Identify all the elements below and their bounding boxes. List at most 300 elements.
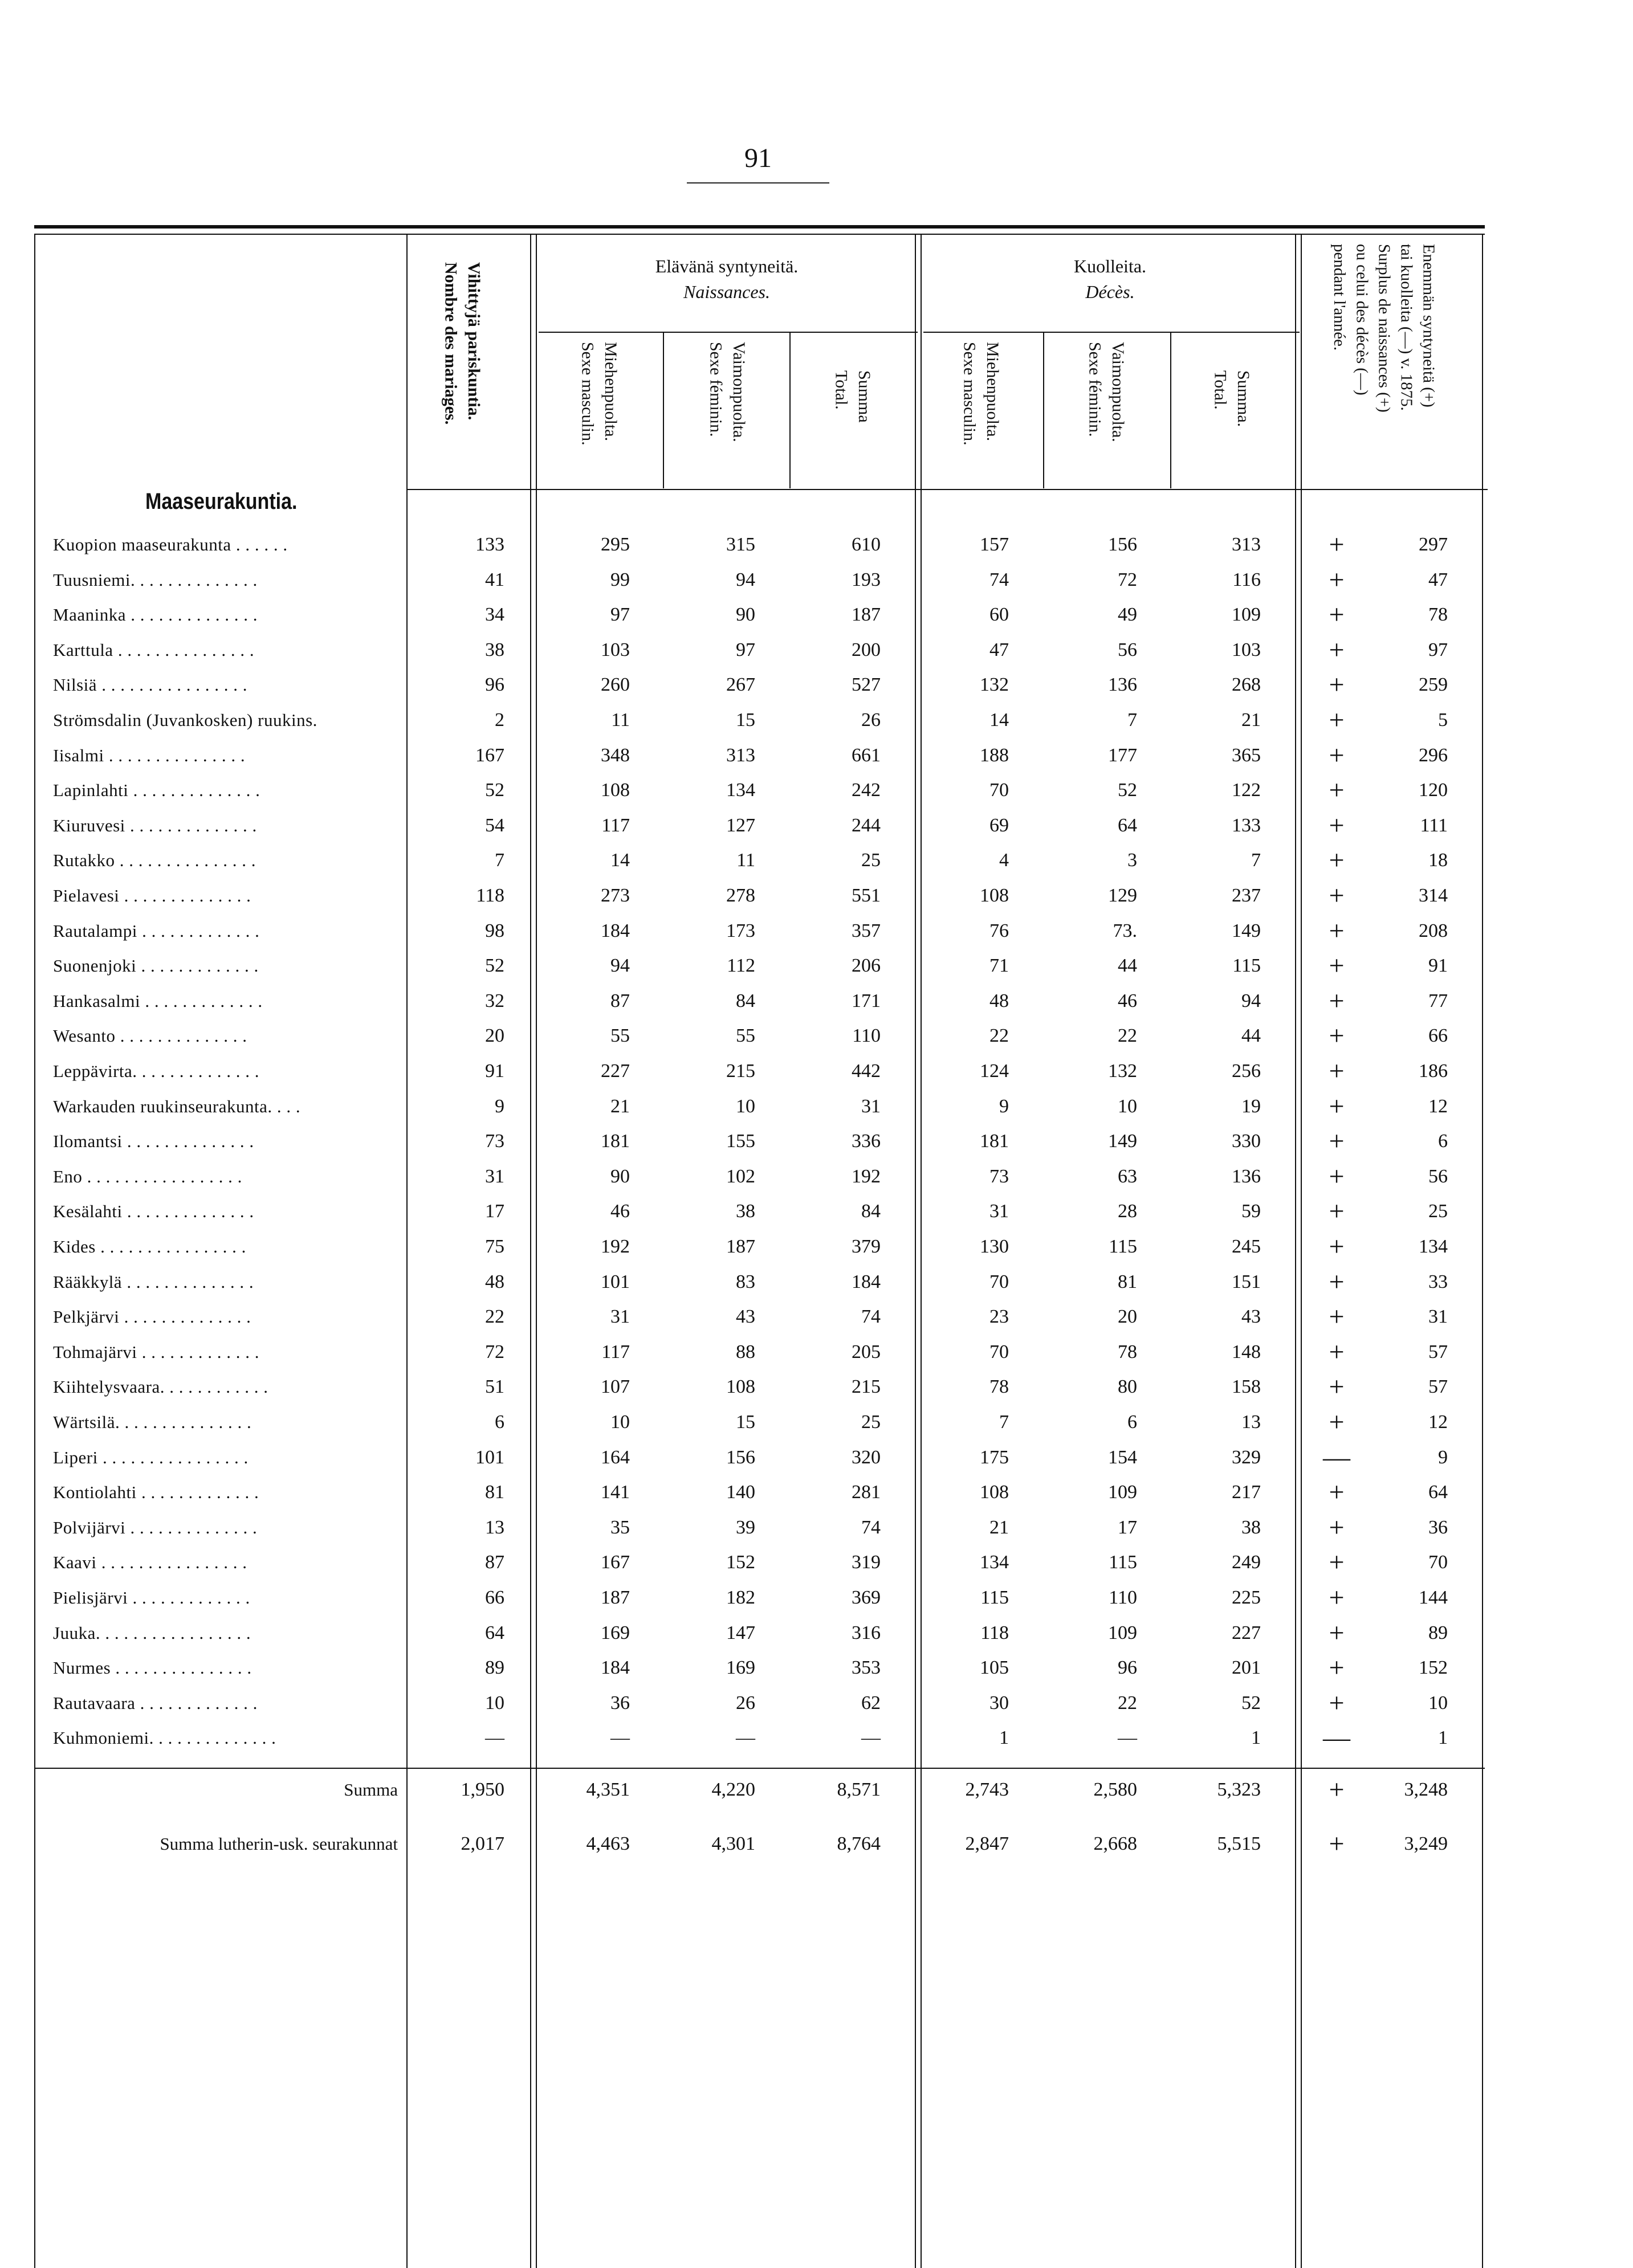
births-t-cell: 527 (852, 674, 881, 696)
marriages-cell: 2 (495, 709, 504, 731)
parish-name: Polvijärvi . . . . . . . . . . . . . . (53, 1517, 258, 1537)
parish-name: Kaavi . . . . . . . . . . . . . . . . (53, 1552, 247, 1573)
col-rule-7 (1170, 332, 1171, 488)
deaths-f-cell: 6 (1127, 1412, 1137, 1433)
births-t-cell: 8,764 (837, 1833, 881, 1854)
surplus-cell: 134 (1419, 1236, 1448, 1257)
surplus-cell: 47 (1428, 569, 1448, 590)
marriages-cell: 13 (485, 1516, 504, 1538)
surplus-cell: 12 (1428, 1095, 1448, 1117)
deaths-f-cell: 3 (1127, 850, 1137, 871)
parish-name: Kiihtelysvaara. . . . . . . . . . . . (53, 1377, 268, 1397)
total-row (0, 1772, 1633, 1807)
deaths-t-cell: 38 (1241, 1516, 1261, 1538)
parish-name: Liperi . . . . . . . . . . . . . . . . (53, 1447, 249, 1467)
deaths-f-cell: 177 (1108, 744, 1137, 766)
deaths-f-cell: 49 (1118, 604, 1137, 626)
total-row (0, 1826, 1633, 1861)
surplus-sign: + (1329, 985, 1345, 1016)
marriages-cell: 133 (475, 534, 504, 555)
marriages-cell: 2,017 (461, 1833, 504, 1854)
births-t-cell: 661 (852, 744, 881, 766)
births-t-cell: 357 (852, 920, 881, 941)
parish-name: Rautavaara . . . . . . . . . . . . . (53, 1692, 258, 1713)
births-total-header: Summa Total. (832, 370, 874, 423)
total-label: Summa lutherin-usk. seurakunnat (160, 1834, 398, 1854)
births-t-cell: 442 (852, 1060, 881, 1082)
deaths-f-cell: 63 (1118, 1165, 1137, 1187)
deaths-f-cell: — (1118, 1727, 1137, 1749)
deaths-t-cell: 237 (1232, 885, 1261, 906)
deaths-f-cell: 109 (1108, 1482, 1137, 1503)
births-t-cell: 316 (852, 1622, 881, 1643)
surplus-sign: + (1329, 1056, 1345, 1086)
deaths-m-cell: 21 (989, 1516, 1009, 1538)
births-f-cell: 152 (726, 1552, 755, 1573)
deaths-t-cell: 225 (1232, 1587, 1261, 1608)
births-m-cell: 55 (610, 1025, 630, 1047)
surplus-sign: + (1329, 1372, 1345, 1402)
table-row (0, 703, 1633, 737)
deaths-t-cell: 365 (1232, 744, 1261, 766)
table-row (0, 597, 1633, 632)
deaths-f-cell: 22 (1118, 1025, 1137, 1047)
deaths-f-cell: 132 (1108, 1060, 1137, 1082)
deaths-m-cell: 1 (999, 1727, 1009, 1749)
deaths-m-cell: 105 (980, 1657, 1009, 1679)
marriages-cell: 22 (485, 1306, 504, 1328)
births-f-cell: 169 (726, 1657, 755, 1679)
deaths-m-cell: 48 (989, 990, 1009, 1011)
marriages-cell: 98 (485, 920, 504, 941)
deaths-m-cell: 130 (980, 1236, 1009, 1257)
surplus-cell: 97 (1428, 639, 1448, 660)
surplus-cell: 3,248 (1404, 1779, 1448, 1800)
header-bottom-rule (408, 489, 1488, 490)
surplus-sign: — (1323, 1442, 1350, 1472)
parish-name: Tuusniemi. . . . . . . . . . . . . . (53, 569, 258, 590)
deaths-t-cell: 44 (1241, 1025, 1261, 1047)
parish-name: Lapinlahti . . . . . . . . . . . . . . (53, 780, 260, 801)
totals-rule (34, 1768, 1485, 1769)
table-row (0, 1229, 1633, 1264)
births-f-cell: 147 (726, 1622, 755, 1643)
deaths-t-cell: 330 (1232, 1131, 1261, 1152)
births-f-cell: 88 (736, 1341, 755, 1363)
deaths-f-cell: 156 (1108, 534, 1137, 555)
table-top-rule-thin (34, 234, 1485, 235)
deaths-t-cell: 133 (1232, 814, 1261, 836)
births-m-cell: 94 (610, 955, 630, 977)
births-t-cell: 74 (861, 1516, 881, 1538)
deaths-f-cell: 96 (1118, 1657, 1137, 1679)
deaths-t-cell: 5,323 (1217, 1779, 1261, 1800)
marriages-cell: 66 (485, 1587, 504, 1608)
deaths-m-cell: 124 (980, 1060, 1009, 1082)
parish-name: Ilomantsi . . . . . . . . . . . . . . (53, 1131, 254, 1152)
surplus-cell: 57 (1428, 1341, 1448, 1363)
births-group-rule (539, 332, 918, 333)
births-t-cell: 25 (861, 1412, 881, 1433)
deaths-f-cell: 52 (1118, 780, 1137, 801)
deaths-t-cell: 122 (1232, 780, 1261, 801)
deaths-f-cell: 80 (1118, 1376, 1137, 1398)
marriages-cell: 101 (475, 1446, 504, 1468)
marriages-cell: 81 (485, 1482, 504, 1503)
parish-name: Iisalmi . . . . . . . . . . . . . . . (53, 745, 246, 765)
births-m-cell: 103 (601, 639, 630, 660)
births-t-cell: 353 (852, 1657, 881, 1679)
births-m-cell: 192 (601, 1236, 630, 1257)
surplus-sign: + (1329, 1547, 1345, 1578)
surplus-cell: 111 (1420, 814, 1448, 836)
surplus-cell: 64 (1428, 1482, 1448, 1503)
births-f-cell: 15 (736, 1412, 755, 1433)
marriages-cell: 72 (485, 1341, 504, 1363)
surplus-sign: + (1329, 1126, 1345, 1157)
table-row (0, 1299, 1633, 1334)
births-group-header (536, 254, 918, 305)
deaths-m-cell: 7 (999, 1412, 1009, 1433)
table-row (0, 738, 1633, 773)
surplus-sign: + (1329, 1653, 1345, 1683)
births-f-cell: 4,220 (711, 1779, 755, 1800)
parish-name: Warkauden ruukinseurakunta. . . . (53, 1096, 301, 1116)
surplus-sign: + (1329, 1829, 1345, 1859)
marriages-cell: 20 (485, 1025, 504, 1047)
surplus-sign: + (1329, 705, 1345, 735)
births-m-cell: 184 (601, 920, 630, 941)
parish-name: Pielavesi . . . . . . . . . . . . . . (53, 886, 251, 905)
surplus-sign: + (1329, 1477, 1345, 1508)
births-t-cell: 31 (861, 1095, 881, 1117)
surplus-sign: + (1329, 1161, 1345, 1192)
parish-name: Wärtsilä. . . . . . . . . . . . . . . (53, 1412, 252, 1432)
surplus-cell: 296 (1419, 744, 1448, 766)
deaths-f-cell: 17 (1118, 1516, 1137, 1538)
births-f-cell: 313 (726, 744, 755, 766)
deaths-t-cell: 158 (1232, 1376, 1261, 1398)
parish-name: Kontiolahti . . . . . . . . . . . . . (53, 1482, 259, 1503)
marriages-cell: 52 (485, 780, 504, 801)
deaths-t-cell: 249 (1232, 1552, 1261, 1573)
deaths-m-cell: 70 (989, 1341, 1009, 1363)
table-row (0, 878, 1633, 913)
births-t-cell: 215 (852, 1376, 881, 1398)
table-row (0, 1369, 1633, 1404)
deaths-m-cell: 175 (980, 1446, 1009, 1468)
surplus-cell: 144 (1419, 1587, 1448, 1608)
births-male-header: Miehenpuolta. Sexe masculin. (578, 342, 620, 446)
surplus-sign: + (1329, 845, 1345, 876)
deaths-t-cell: 1 (1251, 1727, 1261, 1749)
births-t-cell: 281 (852, 1482, 881, 1503)
deaths-t-cell: 329 (1232, 1446, 1261, 1468)
parish-name: Nurmes . . . . . . . . . . . . . . . (53, 1658, 252, 1678)
surplus-sign: + (1329, 634, 1345, 665)
parish-name: Kesälahti . . . . . . . . . . . . . . (53, 1201, 254, 1222)
births-t-cell: 184 (852, 1271, 881, 1292)
marriages-cell: 91 (485, 1060, 504, 1082)
births-m-cell: 87 (610, 990, 630, 1011)
surplus-cell: 10 (1428, 1692, 1448, 1714)
deaths-t-cell: 7 (1251, 850, 1261, 871)
parish-name: Tohmajärvi . . . . . . . . . . . . . (53, 1341, 259, 1362)
deaths-f-cell: 28 (1118, 1201, 1137, 1222)
parish-name: Kuhmoniemi. . . . . . . . . . . . . . (53, 1728, 276, 1748)
table-row (0, 1440, 1633, 1475)
surplus-cell: 77 (1428, 990, 1448, 1011)
births-t-cell: 320 (852, 1446, 881, 1468)
births-f-cell: 43 (736, 1306, 755, 1328)
surplus-header: Enemmän syntyneitä (+) tai kuolleita (—) v. 1875. Surplus de naissances (+) ou celui des décès (—) pendant l'année. (1330, 244, 1438, 413)
parish-name: Kides . . . . . . . . . . . . . . . . (53, 1237, 246, 1257)
births-m-cell: 227 (601, 1060, 630, 1082)
births-m-cell: 184 (601, 1657, 630, 1679)
births-m-cell: 35 (610, 1516, 630, 1538)
deaths-m-cell: 188 (980, 744, 1009, 766)
births-m-cell: 295 (601, 534, 630, 555)
births-f-cell: 94 (736, 569, 755, 590)
births-m-cell: 21 (610, 1095, 630, 1117)
deaths-m-cell: 157 (980, 534, 1009, 555)
births-m-cell: 117 (601, 814, 630, 836)
births-t-cell: 110 (852, 1025, 881, 1047)
parish-name: Pielisjärvi . . . . . . . . . . . . . (53, 1588, 250, 1608)
surplus-cell: 89 (1428, 1622, 1448, 1643)
parish-name: Suonenjoki . . . . . . . . . . . . . (53, 956, 259, 976)
parish-name: Rutakko . . . . . . . . . . . . . . . (53, 850, 256, 871)
surplus-sign: + (1329, 1091, 1345, 1121)
deaths-m-cell: 134 (980, 1552, 1009, 1573)
table-row (0, 1264, 1633, 1299)
surplus-sign: + (1329, 740, 1345, 770)
deaths-m-cell: 23 (989, 1306, 1009, 1328)
table-row (0, 1580, 1633, 1615)
deaths-m-cell: 181 (980, 1131, 1009, 1152)
marriages-cell: 96 (485, 674, 504, 696)
surplus-sign: + (1329, 1775, 1345, 1805)
table-row (0, 1194, 1633, 1229)
parish-name: Nilsiä . . . . . . . . . . . . . . . . (53, 675, 248, 695)
parish-name: Kiuruvesi . . . . . . . . . . . . . . (53, 815, 257, 835)
table-row (0, 1405, 1633, 1439)
deaths-m-cell: 70 (989, 780, 1009, 801)
parish-name: Hankasalmi . . . . . . . . . . . . . (53, 990, 263, 1011)
births-t-cell: 244 (852, 814, 881, 836)
table-row (0, 1159, 1633, 1194)
surplus-sign: + (1329, 1231, 1345, 1262)
deaths-t-cell: 256 (1232, 1060, 1261, 1082)
surplus-sign: + (1329, 529, 1345, 560)
deaths-m-cell: 73 (989, 1165, 1009, 1187)
deaths-m-cell: 74 (989, 569, 1009, 590)
deaths-t-cell: 313 (1232, 534, 1261, 555)
marriages-cell: 17 (485, 1201, 504, 1222)
deaths-f-cell: 72 (1118, 569, 1137, 590)
deaths-m-cell: 70 (989, 1271, 1009, 1292)
surplus-cell: 9 (1438, 1446, 1448, 1468)
deaths-t-cell: 201 (1232, 1657, 1261, 1679)
deaths-f-cell: 2,580 (1093, 1779, 1137, 1800)
table-row (0, 808, 1633, 843)
deaths-f-cell: 20 (1118, 1306, 1137, 1328)
table-row (0, 527, 1633, 562)
deaths-t-cell: 59 (1241, 1201, 1261, 1222)
surplus-cell: 297 (1419, 534, 1448, 555)
births-f-cell: 187 (726, 1236, 755, 1257)
births-f-cell: 155 (726, 1131, 755, 1152)
deaths-f-cell: 22 (1118, 1692, 1137, 1714)
deaths-f-cell: 129 (1108, 885, 1137, 906)
deaths-male-header: Miehenpuolta. Sexe masculin. (960, 342, 1002, 446)
births-f-cell: 267 (726, 674, 755, 696)
surplus-sign: + (1329, 1266, 1345, 1297)
births-f-cell: 11 (736, 850, 755, 871)
deaths-t-cell: 217 (1232, 1482, 1261, 1503)
surplus-sign: + (1329, 599, 1345, 630)
births-m-cell: 11 (611, 709, 630, 731)
surplus-sign: + (1329, 775, 1345, 806)
births-m-cell: 4,463 (586, 1833, 630, 1854)
deaths-t-cell: 109 (1232, 604, 1261, 626)
deaths-f-cell: 110 (1109, 1587, 1137, 1608)
surplus-cell: 12 (1428, 1412, 1448, 1433)
surplus-cell: 18 (1428, 850, 1448, 871)
births-f-cell: 140 (726, 1482, 755, 1503)
page-number-rule (687, 182, 829, 183)
deaths-f-cell: 154 (1108, 1446, 1137, 1468)
table-row (0, 1335, 1633, 1369)
surplus-sign: + (1329, 1512, 1345, 1543)
births-f-cell: 102 (726, 1165, 755, 1187)
surplus-sign: + (1329, 1582, 1345, 1613)
births-t-cell: 369 (852, 1587, 881, 1608)
deaths-f-cell: 136 (1108, 674, 1137, 696)
table-row (0, 1124, 1633, 1159)
table-row (0, 1475, 1633, 1510)
surplus-sign: + (1329, 810, 1345, 841)
births-t-cell: 206 (852, 955, 881, 977)
table-row (0, 1616, 1633, 1650)
page-number: 91 (744, 143, 772, 173)
deaths-m-cell: 115 (980, 1587, 1009, 1608)
table-row (0, 562, 1633, 597)
surplus-cell: 78 (1428, 604, 1448, 626)
marriages-cell: 6 (495, 1412, 504, 1433)
births-t-cell: 26 (861, 709, 881, 731)
surplus-cell: 5 (1438, 709, 1448, 731)
births-f-cell: 26 (736, 1692, 755, 1714)
surplus-sign: + (1329, 670, 1345, 700)
surplus-sign: + (1329, 1021, 1345, 1051)
births-m-cell: 187 (601, 1587, 630, 1608)
deaths-t-cell: 151 (1232, 1271, 1261, 1292)
births-m-cell: 36 (610, 1692, 630, 1714)
deaths-m-cell: 9 (999, 1095, 1009, 1117)
marriages-cell: 10 (485, 1692, 504, 1714)
births-m-cell: 4,351 (586, 1779, 630, 1800)
total-label: Summa (344, 1780, 398, 1800)
marriages-cell: 118 (476, 885, 504, 906)
births-m-cell: 141 (601, 1482, 630, 1503)
deaths-m-cell: 47 (989, 639, 1009, 660)
deaths-f-cell: 78 (1118, 1341, 1137, 1363)
births-f-cell: 38 (736, 1201, 755, 1222)
deaths-t-cell: 148 (1232, 1341, 1261, 1363)
marriages-cell: 41 (485, 569, 504, 590)
table-row (0, 1545, 1633, 1580)
surplus-cell: 66 (1428, 1025, 1448, 1047)
births-t-cell: 187 (852, 604, 881, 626)
births-f-cell: 215 (726, 1060, 755, 1082)
births-female-header: Vaimonpuolta. Sexe féminin. (706, 342, 748, 442)
deaths-f-cell: 115 (1109, 1552, 1137, 1573)
marriages-cell: 73 (485, 1131, 504, 1152)
births-f-cell: 55 (736, 1025, 755, 1047)
surplus-cell: 1 (1438, 1727, 1448, 1749)
deaths-group-title: Kuolleita. (1073, 256, 1147, 276)
births-t-cell: 62 (861, 1692, 881, 1714)
surplus-cell: 3,249 (1404, 1833, 1448, 1854)
deaths-f-cell: 81 (1118, 1271, 1137, 1292)
births-t-cell: 551 (852, 885, 881, 906)
deaths-m-cell: 69 (989, 814, 1009, 836)
births-f-cell: 90 (736, 604, 755, 626)
deaths-total-header: Summa. Total. (1211, 370, 1253, 427)
births-t-cell: 193 (852, 569, 881, 590)
deaths-f-cell: 46 (1118, 990, 1137, 1011)
deaths-m-cell: 108 (980, 885, 1009, 906)
births-t-cell: 336 (852, 1131, 881, 1152)
deaths-m-cell: 14 (989, 709, 1009, 731)
surplus-cell: 91 (1428, 955, 1448, 977)
births-f-cell: 112 (727, 955, 755, 977)
surplus-cell: 259 (1419, 674, 1448, 696)
surplus-cell: 31 (1428, 1306, 1448, 1328)
section-heading: Maaseurakuntia. (145, 489, 298, 514)
deaths-m-cell: 22 (989, 1025, 1009, 1047)
surplus-cell: 120 (1419, 780, 1448, 801)
surplus-cell: 57 (1428, 1376, 1448, 1398)
births-m-cell: 167 (601, 1552, 630, 1573)
births-f-cell: 39 (736, 1516, 755, 1538)
deaths-t-cell: 245 (1232, 1236, 1261, 1257)
deaths-t-cell: 115 (1232, 955, 1261, 977)
surplus-cell: 70 (1428, 1552, 1448, 1573)
births-f-cell: 97 (736, 639, 755, 660)
table-row (0, 1089, 1633, 1124)
deaths-female-header: Vaimonpuolta. Sexe féminin. (1085, 342, 1127, 442)
deaths-f-cell: 2,668 (1093, 1833, 1137, 1854)
col-rule-3 (663, 332, 664, 488)
deaths-t-cell: 136 (1232, 1165, 1261, 1187)
deaths-f-cell: 44 (1118, 955, 1137, 977)
births-t-cell: 192 (852, 1165, 881, 1187)
table-row (0, 1686, 1633, 1720)
col-rule-6 (1043, 332, 1044, 488)
parish-name: Pelkjärvi . . . . . . . . . . . . . . (53, 1307, 251, 1327)
deaths-m-cell: 118 (980, 1622, 1009, 1643)
deaths-t-cell: 13 (1241, 1412, 1261, 1433)
marriages-cell: 1,950 (461, 1779, 504, 1800)
births-m-cell: 10 (610, 1412, 630, 1433)
deaths-t-cell: 5,515 (1217, 1833, 1261, 1854)
deaths-m-cell: 132 (980, 674, 1009, 696)
deaths-f-cell: 73. (1113, 920, 1137, 941)
births-f-cell: 278 (726, 885, 755, 906)
deaths-m-cell: 71 (989, 955, 1009, 977)
